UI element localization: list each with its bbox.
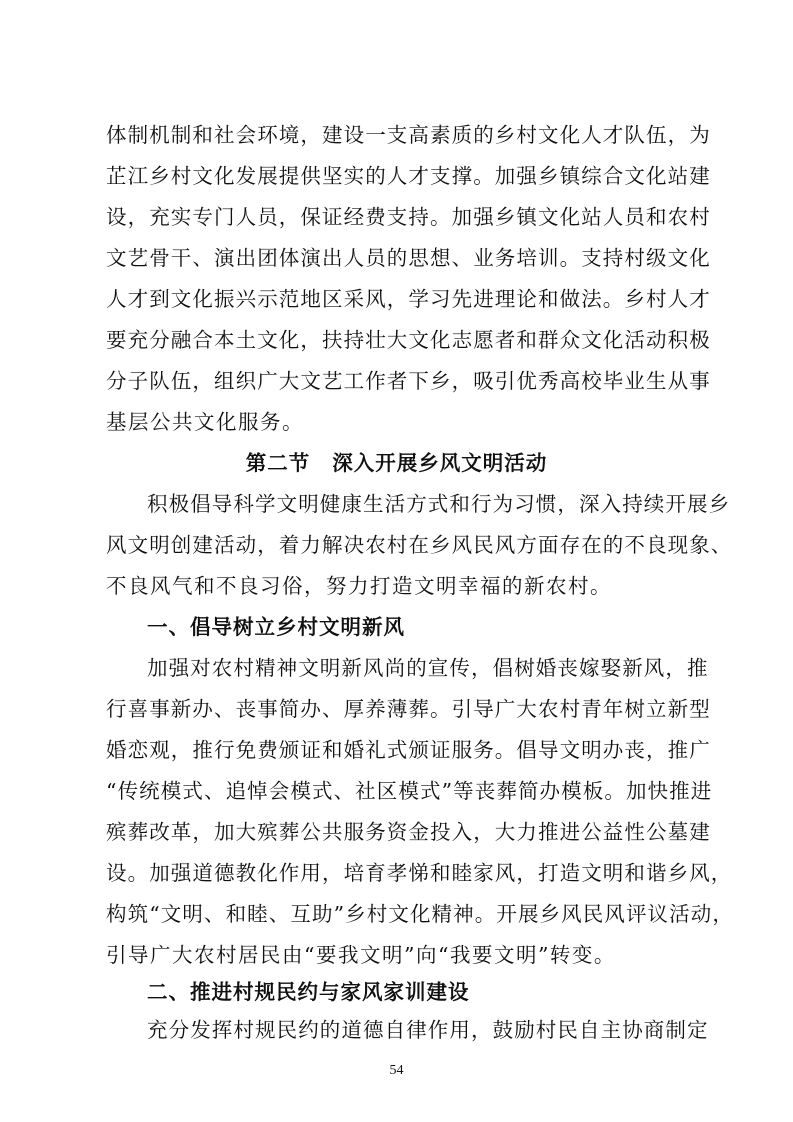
body-text-line: 要充分融合本土文化，扶持壮大文化志愿者和群众文化活动积极: [106, 328, 711, 352]
body-text-line: 设。加强道德教化作用，培育孝悌和睦家风，打造文明和谐乡风，: [106, 861, 733, 885]
section-title: 深入开展乡风文明活动: [332, 451, 548, 475]
body-text-line: 芷江乡村文化发展提供坚实的人才支撑。加强乡镇综合文化站建: [106, 164, 711, 188]
body-text-line: 婚恋观，推行免费颁证和婚礼式颁证服务。倡导文明办丧，推广: [106, 738, 711, 762]
body-text-line: 殡葬改革，加大殡葬公共服务资金投入，大力推进公益性公墓建: [106, 820, 711, 844]
body-text-line: 基层公共文化服务。: [106, 410, 304, 434]
body-text-line: 风文明创建活动，着力解决农村在乡风民风方面存在的不良现象、: [106, 533, 733, 557]
body-text-line: 设，充实专门人员，保证经费支持。加强乡镇文化站人员和农村: [106, 205, 711, 229]
page-number: 54: [389, 1063, 404, 1078]
body-text-line: 分子队伍，组织广大文艺工作者下乡，吸引优秀高校毕业生从事: [106, 369, 711, 393]
body-text-line: 行喜事新办、丧事简办、厚养薄葬。引导广大农村青年树立新型: [106, 697, 711, 721]
body-text-line: 积极倡导科学文明健康生活方式和行为习惯，深入持续开展乡: [147, 492, 731, 516]
body-text-line: 充分发挥村规民约的道德自律作用，鼓励村民自主协商制定: [147, 1018, 709, 1042]
body-text-line: 构筑“文明、和睦、互助”乡村文化精神。开展乡风民风评议活动，: [106, 902, 734, 926]
body-text-line: 人才到文化振兴示范地区采风，学习先进理论和做法。乡村人才: [106, 287, 711, 311]
section-number: 第二节: [245, 451, 311, 475]
body-text-line: “传统模式、追悼会模式、社区模式”等丧葬简办模板。加快推进: [106, 779, 713, 803]
body-text-line: 文艺骨干、演出团体演出人员的思想、业务培训。支持村级文化: [106, 246, 711, 270]
subheading: 一、倡导树立乡村文明新风: [147, 615, 405, 639]
body-text-line: 引导广大农村居民由“要我文明”向“我要文明”转变。: [106, 943, 616, 967]
subheading: 二、推进村规民约与家风家训建设: [147, 980, 470, 1004]
section-heading: [0, 446, 793, 480]
body-text-line: 不良风气和不良习俗，努力打造文明幸福的新农村。: [106, 574, 612, 598]
body-text-line: 体制机制和社会环境，建设一支高素质的乡村文化人才队伍，为: [106, 123, 711, 147]
body-text-line: 加强对农村精神文明新风尚的宣传，倡树婚丧嫁娶新风，推: [147, 656, 709, 680]
